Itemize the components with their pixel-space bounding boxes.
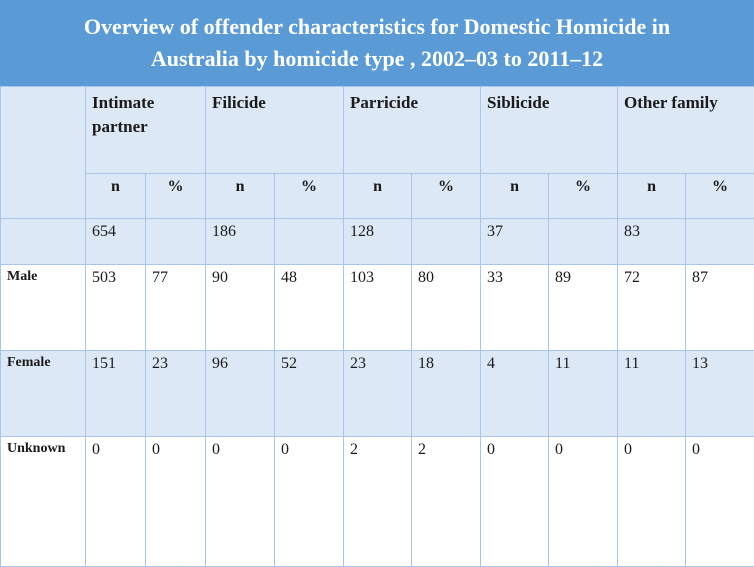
table-cell: 18 — [412, 351, 481, 437]
total-pct-empty — [146, 219, 206, 265]
subheader-pct: % — [275, 174, 344, 219]
row-label-unknown: Unknown — [1, 437, 86, 567]
table-cell: 103 — [344, 265, 412, 351]
total-pct-empty — [412, 219, 481, 265]
subheader-n: n — [86, 174, 146, 219]
corner-cell — [1, 87, 86, 219]
table-cell: 0 — [481, 437, 549, 567]
table-cell: 23 — [146, 351, 206, 437]
table-cell: 2 — [412, 437, 481, 567]
total-intimate-partner: 654 — [86, 219, 146, 265]
header-siblicide: Siblicide — [481, 87, 618, 174]
total-filicide: 186 — [206, 219, 275, 265]
table-cell: 0 — [618, 437, 686, 567]
totals-row — [1, 219, 754, 265]
totals-label-cell — [1, 219, 86, 265]
subheader-pct: % — [549, 174, 618, 219]
table-cell: 48 — [275, 265, 344, 351]
table-cell: 33 — [481, 265, 549, 351]
table-title-line-2: Australia by homicide type , 2002–03 to 2011–12 — [84, 43, 670, 75]
table-cell: 80 — [412, 265, 481, 351]
table-cell: 90 — [206, 265, 275, 351]
header-parricide: Parricide — [344, 87, 481, 174]
table-cell: 4 — [481, 351, 549, 437]
table-cell: 87 — [686, 265, 754, 351]
total-parricide: 128 — [344, 219, 412, 265]
table-title-line-1: Overview of offender characteristics for Domestic Homicide in — [84, 11, 670, 43]
table-cell: 77 — [146, 265, 206, 351]
table-cell: 0 — [686, 437, 754, 567]
table-cell: 11 — [618, 351, 686, 437]
subheader-n: n — [618, 174, 686, 219]
total-siblicide: 37 — [481, 219, 549, 265]
offender-characteristics-table — [0, 86, 754, 567]
table-cell: 503 — [86, 265, 146, 351]
row-label-male: Male — [1, 265, 86, 351]
header-group-row — [1, 87, 754, 174]
row-label-female: Female — [1, 351, 86, 437]
table-row — [1, 437, 754, 567]
table-cell: 96 — [206, 351, 275, 437]
total-pct-empty — [275, 219, 344, 265]
total-pct-empty — [549, 219, 618, 265]
table-cell: 0 — [549, 437, 618, 567]
subheader-row — [1, 174, 754, 219]
table-cell: 0 — [146, 437, 206, 567]
table-row — [1, 351, 754, 437]
table-cell: 0 — [86, 437, 146, 567]
header-filicide: Filicide — [206, 87, 344, 174]
header-intimate-partner: Intimate partner — [86, 87, 206, 174]
table-cell: 0 — [206, 437, 275, 567]
table-cell: 151 — [86, 351, 146, 437]
subheader-n: n — [481, 174, 549, 219]
subheader-n: n — [344, 174, 412, 219]
subheader-pct: % — [412, 174, 481, 219]
title-banner — [0, 0, 754, 86]
subheader-pct: % — [146, 174, 206, 219]
total-other-family: 83 — [618, 219, 686, 265]
table-cell: 0 — [275, 437, 344, 567]
header-other-family: Other family — [618, 87, 754, 174]
table-cell: 23 — [344, 351, 412, 437]
table-cell: 2 — [344, 437, 412, 567]
table-cell: 13 — [686, 351, 754, 437]
table-cell: 89 — [549, 265, 618, 351]
total-pct-empty — [686, 219, 754, 265]
subheader-n: n — [206, 174, 275, 219]
table-row — [1, 265, 754, 351]
table-cell: 72 — [618, 265, 686, 351]
table-cell: 52 — [275, 351, 344, 437]
subheader-pct: % — [686, 174, 754, 219]
table-cell: 11 — [549, 351, 618, 437]
